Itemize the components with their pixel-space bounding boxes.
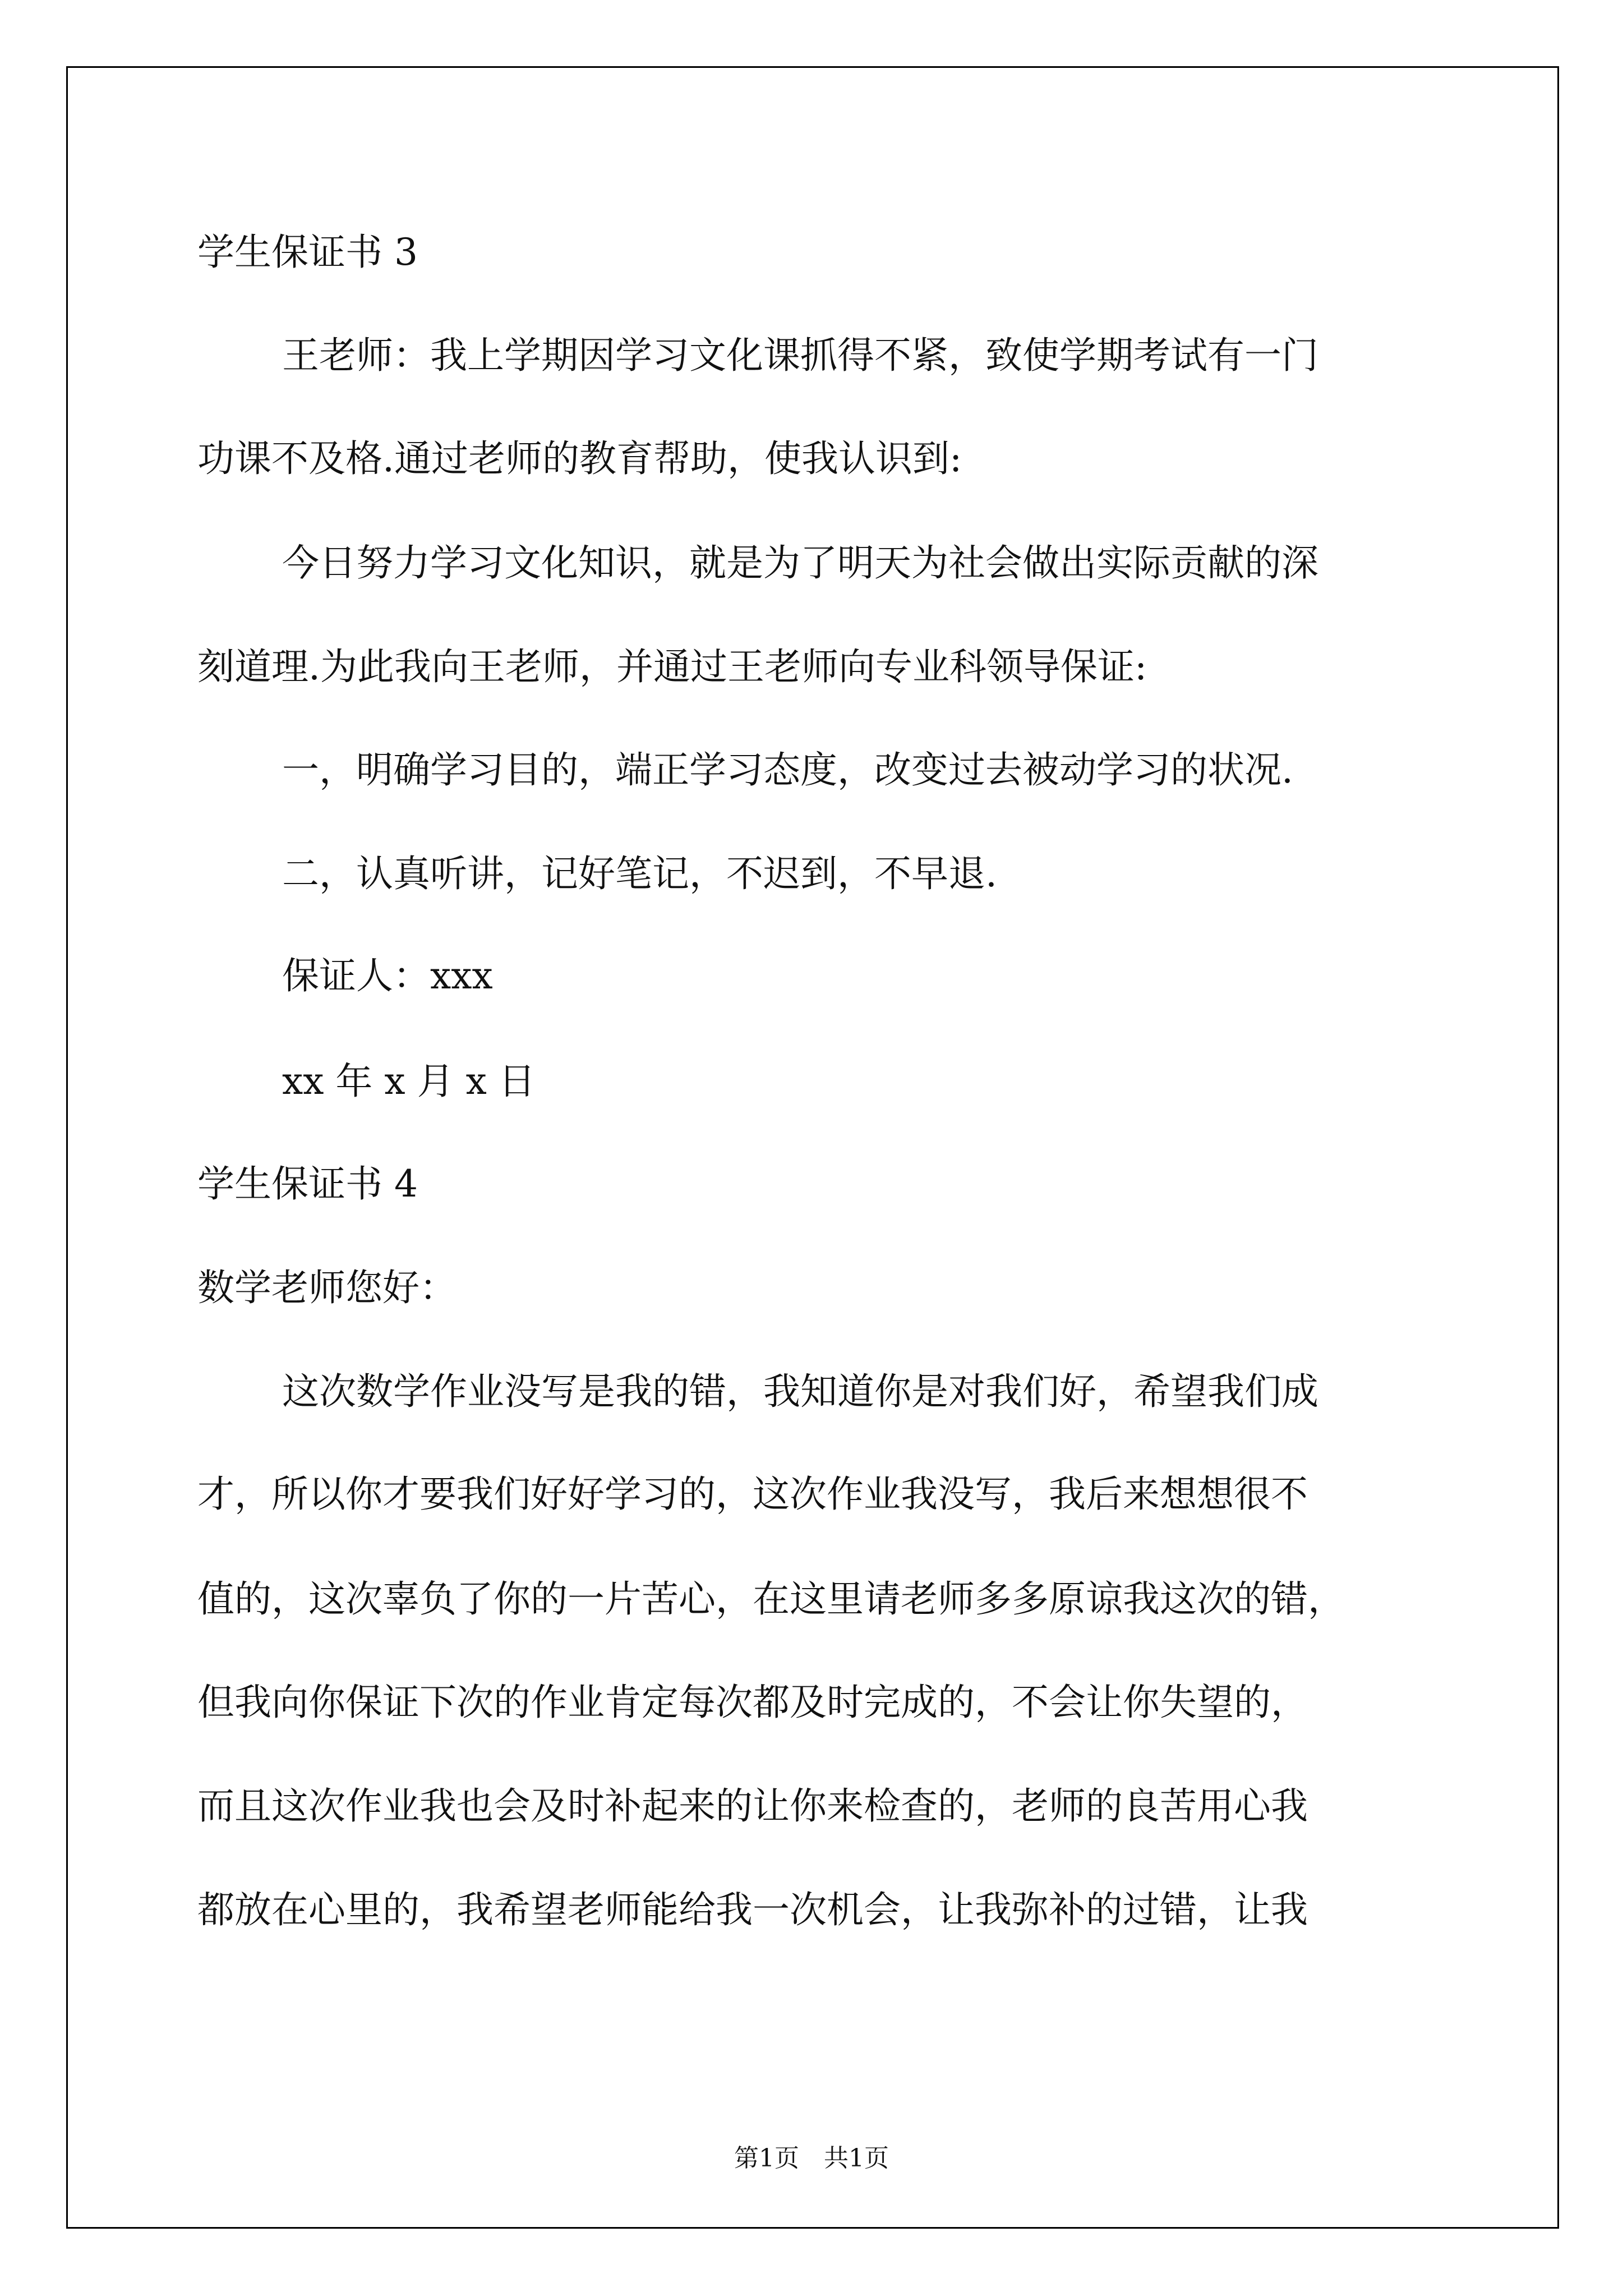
paragraph-line: 而且这次作业我也会及时补起来的让你来检查的，老师的良苦用心我 bbox=[197, 1784, 1308, 1828]
paragraph-line: 一，明确学习目的，端正学习态度，改变过去被动学习的状况. bbox=[282, 748, 1293, 792]
section-title: 学生保证书 4 bbox=[197, 1162, 418, 1205]
paragraph-line: 刻道理.为此我向王老师，并通过王老师向专业科领导保证: bbox=[197, 645, 1147, 688]
paragraph-line: 功课不及格.通过老师的教育帮助，使我认识到: bbox=[197, 437, 962, 480]
paragraph-line: 王老师：我上学期因学习文化课抓得不紧，致使学期考试有一门 bbox=[282, 334, 1318, 377]
paragraph-line: 这次数学作业没写是我的错，我知道你是对我们好，希望我们成 bbox=[282, 1370, 1318, 1413]
salutation: 数学老师您好： bbox=[197, 1266, 457, 1309]
date-line: xx 年 x 月 x 日 bbox=[282, 1060, 536, 1103]
paragraph-line: 二，认真听讲，记好笔记，不迟到，不早退. bbox=[282, 852, 997, 895]
page-number: 第1页 共1页 bbox=[734, 2144, 889, 2173]
signature-line: 保证人：xxx bbox=[282, 954, 493, 997]
paragraph-line: 值的，这次辜负了你的一片苦心，在这里请老师多多原谅我这次的错， bbox=[197, 1577, 1345, 1621]
paragraph-line: 才，所以你才要我们好好学习的，这次作业我没写，我后来想想很不 bbox=[197, 1473, 1308, 1516]
section-title: 学生保证书 3 bbox=[197, 231, 418, 274]
paragraph-line: 都放在心里的，我希望老师能给我一次机会，让我弥补的过错，让我 bbox=[197, 1888, 1308, 1931]
paragraph-line: 今日努力学习文化知识，就是为了明天为社会做出实际贡献的深 bbox=[282, 541, 1318, 585]
paragraph-line: 但我向你保证下次的作业肯定每次都及时完成的，不会让你失望的， bbox=[197, 1681, 1308, 1724]
